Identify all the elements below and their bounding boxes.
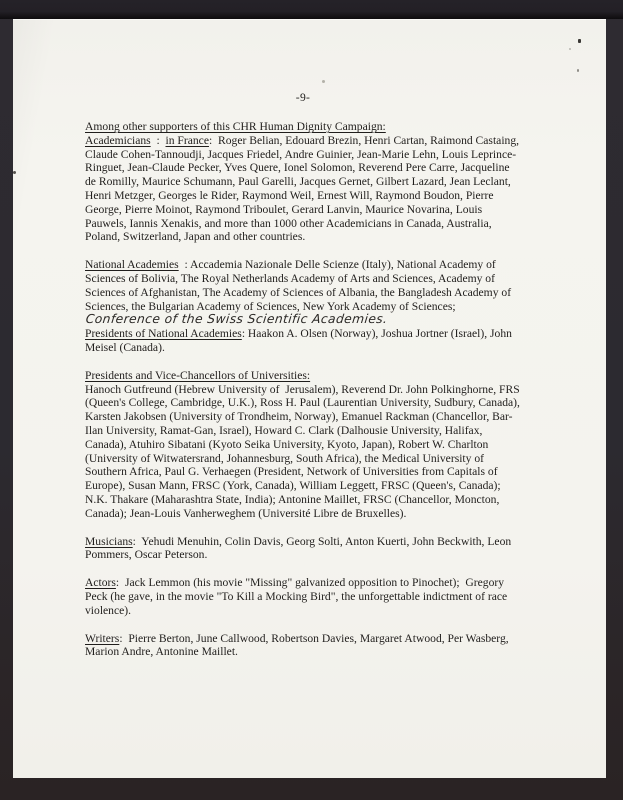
academicians-separator: :	[150, 133, 166, 147]
handwritten-note: Conference of the Swiss Scientific Academies.	[85, 312, 389, 327]
scan-speck	[13, 171, 16, 174]
document-page	[13, 19, 606, 778]
national-academies-separator: :	[178, 258, 190, 272]
scan-speck	[578, 39, 581, 43]
academicians-paragraph	[85, 120, 523, 244]
universities-heading: Presidents and Vice-Chancellors of Universities:	[85, 368, 311, 382]
scan-speck	[569, 48, 571, 50]
writers-names: : Pierre Berton, June Callwood, Robertson Davies, Margaret Atwood, Per Wasberg, Marion Andre, Antonine Maillet.	[85, 631, 512, 659]
writers-paragraph	[85, 632, 523, 660]
scan-speck	[577, 69, 579, 72]
scan-backdrop-shadow	[0, 0, 623, 19]
writers-label: Writers	[85, 631, 120, 645]
universities-paragraph	[85, 369, 523, 521]
musicians-paragraph	[85, 535, 523, 563]
actors-names: : Jack Lemmon (his movie "Missing" galvanized opposition to Pinochet); Gregory Peck (he gave, in the movie "To Kill a Mocking Bird", the unforgettable indictment of race violence).	[85, 576, 511, 617]
national-academies-label: National Academies	[85, 258, 179, 272]
academicians-sublabel: in France	[165, 133, 209, 147]
universities-names: Hanoch Gutfreund (Hebrew University of Jerusalem), Reverend Dr. John Polkinghorne, FRS (Queen's College, Cambridge, U.K.), Ross H. Paul (Laurentian University, Sudbury, Canada), Karsten Jakobsen (University of Trondheim, Norway), Emanuel Rackman (Chancellor, Bar-Ilan University, Ramat-Gan, Israel), Howard C. Clark (Dalhousie University, Halifax, Canada), Atuhiro Sibatani (Kyoto Seika University, Kyoto, Japan), Robert W. Charlton (University of Witwatersrand, Johannesburg, South Africa), the Medical University of Southern Africa, Paul G. Verhaegen (President, Network of Universities from Capitals of Europe), Susan Mann, FRSC (York, Canada), William Leggett, FRSC (Queen's, Canada); N.K. Thakare (Maharashtra State, India); Antonine Maillet, FRSC (Chancellor, Moncton, Canada); Jean-Louis Vanherweghem (Université Libre de Bruxelles).	[85, 382, 523, 520]
presidents-academies-names: : Haakon A. Olsen (Norway), Joshua Jortner (Israel), John Meisel (Canada).	[85, 327, 515, 354]
page-content	[85, 120, 523, 673]
musicians-names: : Yehudi Menuhin, Colin Davis, Georg Solti, Anton Kuerti, John Beckwith, Leon Pommers, Oscar Peterson.	[85, 534, 515, 562]
national-academies-names: Accademia Nazionale Delle Scienze (Italy), National Academy of Sciences of Bolivia, The Royal Netherlands Academy of Arts and Sciences, Academy of Sciences of Afghanistan, The Academy of Sciences of Albania, the Bangladesh Academy of Sciences, the Bulgarian Academy of Sciences, New York Academy of Sciences;	[85, 258, 514, 313]
campaign-heading: Among other supporters of this CHR Human Dignity Campaign:	[85, 120, 386, 133]
scan-speck	[322, 80, 325, 83]
presidents-academies-label: Presidents of National Academies	[85, 327, 242, 341]
academicians-label: Academicians	[85, 133, 151, 147]
musicians-label: Musicians	[85, 534, 133, 548]
page-number: -9-	[295, 91, 311, 104]
academicians-names: : Roger Belian, Edouard Brezin, Henri Cartan, Raimond Castaing, Claude Cohen-Tannoudji, Jacques Friedel, Andre Guinier, Jean-Marie Lehn, Louis Leprince-Ringuet, Jean-Claude Pecker, Yves Quere, Ionel Solomon, Reverend Pere Carre, Jacqueline de Romilly, Maurice Schumann, Paul Garelli, Jacques Gernet, Gilbert Lazard, Jean Leclant, Henri Metzger, Georges le Rider, Raymond Weil, Ernest Will, Raymond Boudon, Pierre George, Pierre Moinot, Raymond Triboulet, Gerard Lanvin, Maurice Novarina, Louis Pauwels, Iannis Xenakis, and more than 1000 other Academicians in Canada, Australia, Poland, Switzerland, Japan and other countries.	[85, 133, 522, 244]
actors-label: Actors	[85, 576, 116, 590]
national-academies-paragraph	[85, 258, 523, 355]
actors-paragraph	[85, 576, 523, 617]
